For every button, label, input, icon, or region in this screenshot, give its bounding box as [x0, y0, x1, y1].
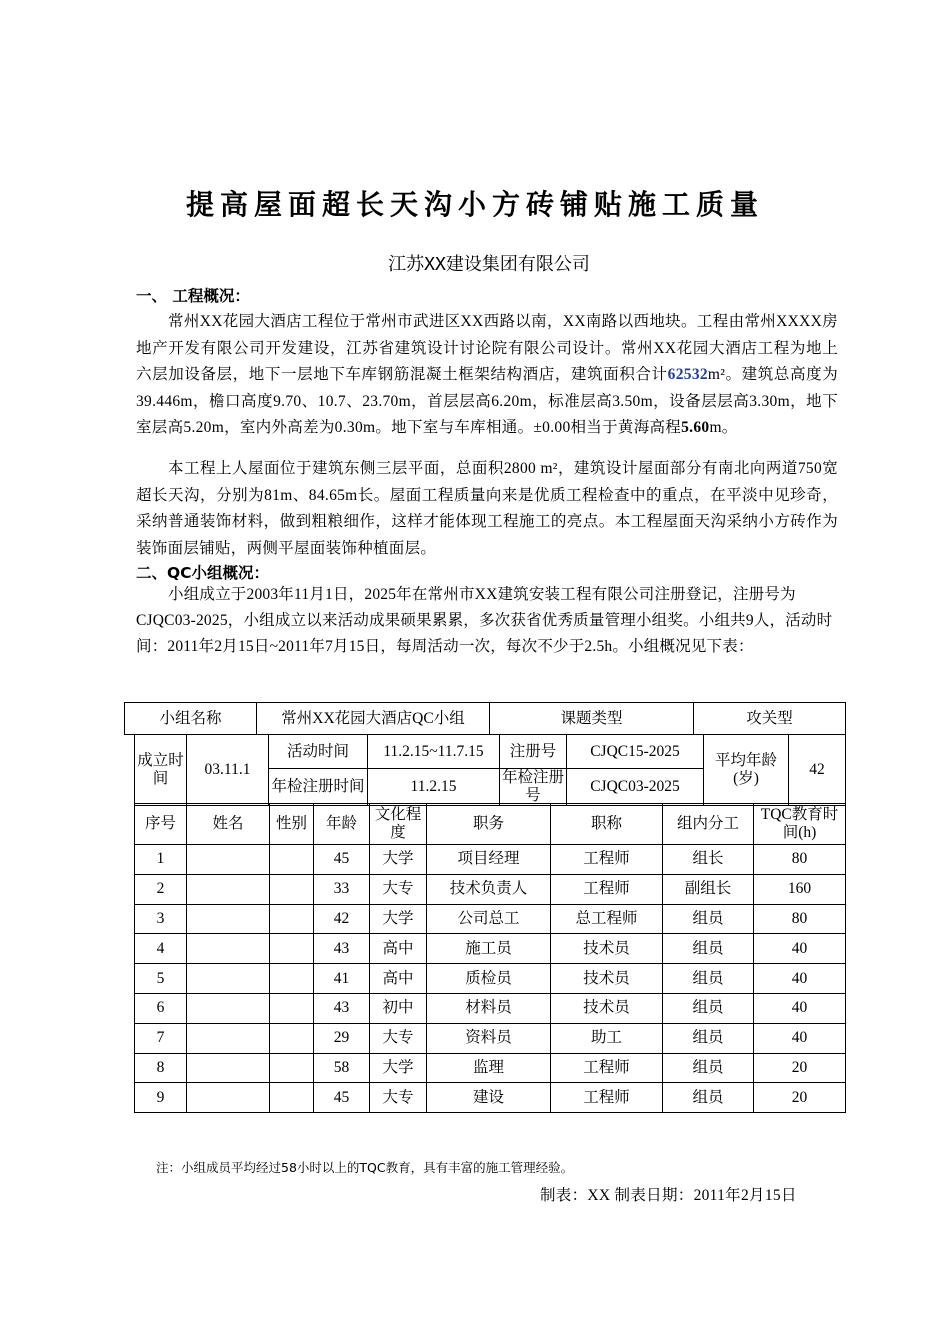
activity-time-value: 11.2.15~11.7.15	[368, 735, 500, 769]
member-role: 副组长	[663, 874, 754, 904]
member-title: 技术员	[551, 934, 663, 964]
member-education: 高中	[370, 964, 427, 994]
member-age: 29	[314, 1023, 370, 1053]
member-tqc-hours: 40	[754, 1023, 846, 1053]
member-tqc-hours: 20	[754, 1083, 846, 1113]
table-row	[135, 1023, 846, 1053]
group-info-table-middle	[134, 734, 846, 806]
member-duty: 技术负责人	[427, 874, 551, 904]
annual-reg-no-value: CJQC03-2025	[567, 769, 704, 806]
overview-paragraph-1	[136, 309, 838, 442]
table-row	[135, 874, 846, 904]
member-name	[187, 904, 270, 934]
header-education: 文化程度	[370, 804, 427, 845]
member-role: 组员	[663, 1023, 754, 1053]
member-sex	[270, 1053, 314, 1083]
member-sex	[270, 904, 314, 934]
member-name	[187, 964, 270, 994]
member-duty: 资料员	[427, 1023, 551, 1053]
member-tqc-hours: 160	[754, 874, 846, 904]
member-sex	[270, 1023, 314, 1053]
header-sex: 性别	[270, 804, 314, 845]
member-duty: 项目经理	[427, 845, 551, 875]
member-no: 6	[135, 993, 187, 1023]
member-no: 4	[135, 934, 187, 964]
members-header-row	[135, 804, 846, 845]
header-age: 年龄	[314, 804, 370, 845]
member-sex	[270, 934, 314, 964]
member-tqc-hours: 40	[754, 993, 846, 1023]
table-note: 注：小组成员平均经过58小时以上的TQC教育，具有丰富的施工管理经验。	[156, 1160, 574, 1175]
member-role: 组长	[663, 845, 754, 875]
group-name-value: 常州XX花园大酒店QC小组	[257, 703, 490, 735]
member-name	[187, 874, 270, 904]
founded-label: 成立时间	[135, 735, 187, 806]
member-title: 工程师	[551, 845, 663, 875]
member-age: 42	[314, 904, 370, 934]
signature-line: 制表：XX 制表日期：2011年2月15日	[540, 1187, 797, 1204]
header-tqc-hours: TQC教育时间(h)	[754, 804, 846, 845]
member-duty: 监理	[427, 1053, 551, 1083]
member-no: 7	[135, 1023, 187, 1053]
member-age: 33	[314, 874, 370, 904]
member-title: 工程师	[551, 874, 663, 904]
annual-reg-no-label: 年检注册号	[500, 769, 567, 806]
member-name	[187, 845, 270, 875]
member-education: 初中	[370, 993, 427, 1023]
qc-group-paragraph: 小组成立于2003年11月1日，2025年在常州市XX建筑安装工程有限公司注册登记，注册号为CJQC03-2025，小组成立以来活动成果硕果累累，多次获省优秀质量管理小组奖。小组共9人，活动时间：2011年2月15日~2011年7月15日，每周活动一次，每次不少于2.5h。小组概况见下表：	[136, 586, 833, 655]
member-title: 助工	[551, 1023, 663, 1053]
member-sex	[270, 964, 314, 994]
group-name-label: 小组名称	[125, 703, 257, 735]
member-no: 2	[135, 874, 187, 904]
member-no: 9	[135, 1083, 187, 1113]
member-duty: 公司总工	[427, 904, 551, 934]
member-no: 3	[135, 904, 187, 934]
member-role: 组员	[663, 1083, 754, 1113]
member-duty: 建设	[427, 1083, 551, 1113]
header-title: 职称	[551, 804, 663, 845]
member-no: 1	[135, 845, 187, 875]
member-duty: 质检员	[427, 964, 551, 994]
member-title: 技术员	[551, 993, 663, 1023]
member-tqc-hours: 80	[754, 904, 846, 934]
member-education: 大专	[370, 1023, 427, 1053]
member-tqc-hours: 40	[754, 964, 846, 994]
member-role: 组员	[663, 993, 754, 1023]
table-row	[135, 904, 846, 934]
avg-age-value: 42	[789, 735, 846, 806]
member-role: 组员	[663, 1053, 754, 1083]
member-tqc-hours: 40	[754, 934, 846, 964]
header-duty: 职务	[427, 804, 551, 845]
table-row	[135, 1053, 846, 1083]
document-title: 提高屋面超长天沟小方砖铺贴施工质量	[185, 188, 764, 221]
member-name	[187, 1023, 270, 1053]
elevation-value: 5.60	[681, 419, 710, 436]
member-education: 大专	[370, 874, 427, 904]
member-sex	[270, 1083, 314, 1113]
member-education: 大专	[370, 1083, 427, 1113]
avg-age-label: 平均年龄(岁)	[704, 735, 789, 806]
member-duty: 材料员	[427, 993, 551, 1023]
member-education: 大学	[370, 1053, 427, 1083]
annual-reg-time-label: 年检注册时间	[269, 769, 368, 806]
header-name: 姓名	[187, 804, 270, 845]
member-name	[187, 1083, 270, 1113]
reg-no-label: 注册号	[500, 735, 567, 769]
member-title: 工程师	[551, 1083, 663, 1113]
member-age: 58	[314, 1053, 370, 1083]
member-age: 43	[314, 934, 370, 964]
overview-text-c: m。	[709, 419, 738, 436]
activity-time-label: 活动时间	[269, 735, 368, 769]
reg-no-value: CJQC15-2025	[567, 735, 704, 769]
topic-type-value: 攻关型	[694, 703, 846, 735]
table-row	[135, 964, 846, 994]
table-row	[135, 934, 846, 964]
header-role: 组内分工	[663, 804, 754, 845]
member-no: 8	[135, 1053, 187, 1083]
member-sex	[270, 845, 314, 875]
member-title: 工程师	[551, 1053, 663, 1083]
member-title: 技术员	[551, 964, 663, 994]
building-area-value: 62532	[667, 366, 708, 383]
member-age: 43	[314, 993, 370, 1023]
member-name	[187, 993, 270, 1023]
section-heading-overview: 一、 工程概况：	[136, 287, 250, 305]
overview-text-a: 常州XX花园大酒店工程位于常州市武进区XX西路以南，XX南路以西地块。工程由常州XXXX房地产开发有限公司开发建设，江苏省建筑设计讨论院有限公司设计。常州XX花园大酒店工程为地上六层加设备层，地下一层地下车库钢筋混凝土框架结构酒店，建筑面积合计	[136, 313, 838, 383]
member-name	[187, 1053, 270, 1083]
member-age: 45	[314, 845, 370, 875]
overview-paragraph-2: 本工程上人屋面位于建筑东侧三层平面，总面积2800 m²，建筑设计屋面部分有南北向两道750宽超长天沟，分别为81m、84.65m长。屋面工程质量向来是优质工程检查中的重点，在平淡中见珍奇，采纳普通装饰材料，做到粗粮细作，这样才能体现工程施工的亮点。本工程屋面天沟采纳小方砖作为装饰面层铺贴，两侧平屋面装饰种植面层。	[136, 460, 838, 557]
member-name	[187, 934, 270, 964]
header-no: 序号	[135, 804, 187, 845]
founded-value: 03.11.1	[187, 735, 269, 806]
table-row	[135, 845, 846, 875]
member-education: 大学	[370, 845, 427, 875]
overview-text-b: m²。建筑总高度为39.446m，檐口高度9.70、10.7、23.70m，首层层高6.20m，标准层高3.50m，设备层层高3.30m，地下室层高5.20m，室内外高差为0.30m。地下室与车库相通。±0.00相当于黄海高程	[136, 366, 839, 436]
member-education: 大学	[370, 904, 427, 934]
section-heading-qc-group: 二、QC小组概况：	[136, 564, 270, 582]
company-name: 江苏XX建设集团有限公司	[388, 254, 590, 275]
group-info-table-top	[124, 702, 846, 735]
member-title: 总工程师	[551, 904, 663, 934]
member-education: 高中	[370, 934, 427, 964]
member-sex	[270, 874, 314, 904]
table-row	[135, 993, 846, 1023]
member-role: 组员	[663, 904, 754, 934]
member-role: 组员	[663, 964, 754, 994]
topic-type-label: 课题类型	[490, 703, 694, 735]
member-sex	[270, 993, 314, 1023]
table-row	[135, 1083, 846, 1113]
member-age: 45	[314, 1083, 370, 1113]
member-no: 5	[135, 964, 187, 994]
member-tqc-hours: 80	[754, 845, 846, 875]
members-table	[134, 803, 846, 1113]
member-duty: 施工员	[427, 934, 551, 964]
member-tqc-hours: 20	[754, 1053, 846, 1083]
member-age: 41	[314, 964, 370, 994]
annual-reg-time-value: 11.2.15	[368, 769, 500, 806]
member-role: 组员	[663, 934, 754, 964]
